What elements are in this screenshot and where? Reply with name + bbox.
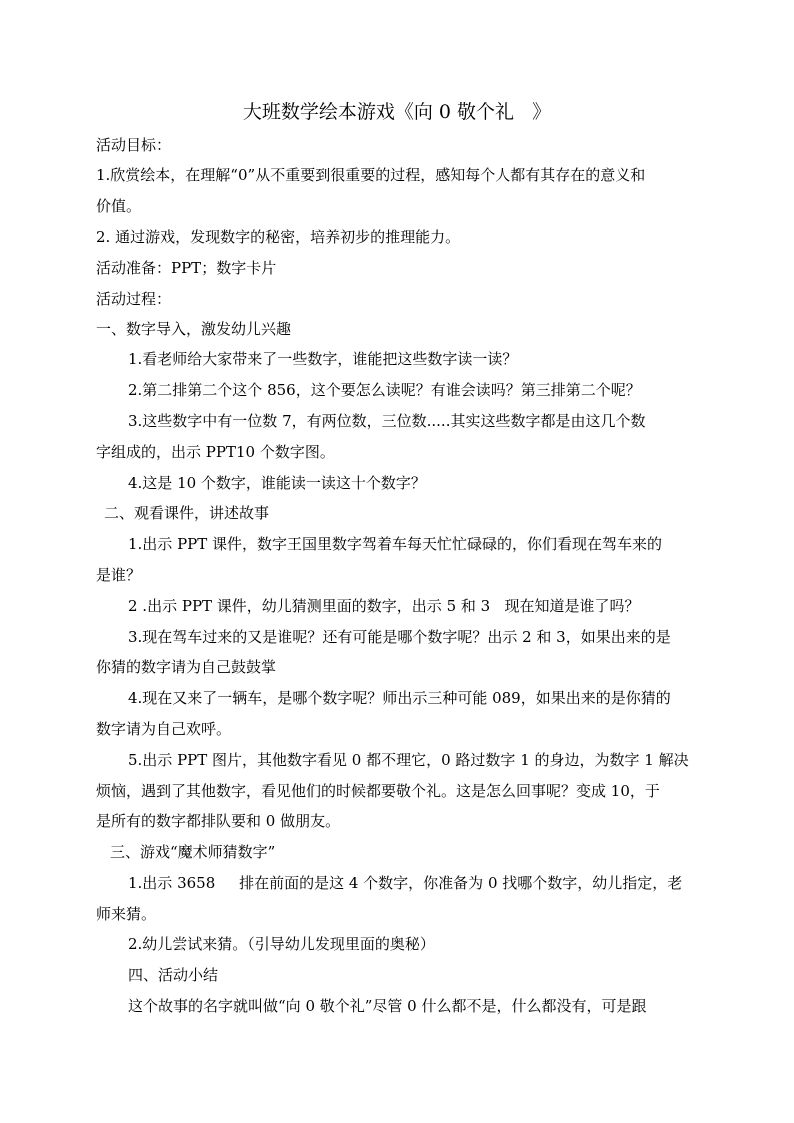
part-1-step-3-line-2: 字组成的，出示 PPT10 个数字图。 (96, 443, 335, 461)
part-1-step-4: 4.这是 10 个数字，谁能读一读这十个数字？ (128, 474, 426, 492)
part-3-step-1-line-2: 师来猜。 (96, 905, 157, 923)
part-2-step-4-line-1: 4.现在又来了一辆车，是哪个数字呢？师出示三种可能 089，如果出来的是你猜的 (128, 689, 671, 707)
part-3-step-1-line-1: 1.出示 3658 排在前面的是这 4 个数字，你准备为 0 找哪个数字，幼儿指定，老 (128, 874, 683, 892)
part-2-step-5-line-2: 烦恼，遇到了其他数字，看见他们的时候都要敬个礼。这是怎么回事呢？变成 10，于 (96, 782, 660, 800)
part-2-step-5-line-1: 5.出示 PPT 图片，其他数字看见 0 都不理它，0 路过数字 1 的身边，为数字 1 解决 (128, 751, 689, 769)
part-2-step-3-line-1: 3.现在驾车过来的又是谁呢？还有可能是哪个数字呢？出示 2 和 3，如果出来的是 (128, 628, 671, 646)
part-2-step-4-line-2: 数字请为自己欢呼。 (96, 720, 232, 738)
part-3-heading: 三、游戏“魔术师猜数字” (110, 843, 276, 861)
part-2-heading: 二、观看课件，讲述故事 (104, 504, 270, 522)
document-title: 大班数学绘本游戏《向 0 敬个礼 》 (242, 101, 552, 123)
summary-paragraph-line-1: 这个故事的名字就叫做“向 0 敬个礼”尽管 0 什么都不是，什么都没有，可是跟 (128, 997, 647, 1015)
part-2-step-1-line-2: 是谁？ (96, 566, 142, 584)
part-1-heading: 一、数字导入，激发幼儿兴趣 (96, 320, 292, 338)
part-4-heading: 四、活动小结 (128, 966, 219, 984)
part-2-step-1-line-1: 1.出示 PPT 课件，数字王国里数字驾着车每天忙忙碌碌的，你们看现在驾车来的 (128, 535, 663, 553)
part-1-step-3-line-1: 3.这些数字中有一位数 7，有两位数，三位数.....其实这些数字都是由这几个数 (128, 412, 646, 430)
part-2-step-5-line-3: 是所有的数字都排队要和 0 做朋友。 (96, 812, 341, 830)
part-1-step-2: 2.第二排第二个这个 856，这个要怎么读呢？有谁会读吗？第三排第二个呢？ (128, 381, 641, 399)
part-3-step-2: 2.幼儿尝试来猜。（引导幼儿发现里面的奥秘） (128, 935, 435, 953)
preparation: 活动准备：PPT；数字卡片 (96, 259, 277, 277)
part-1-step-1: 1.看老师给大家带来了一些数字，谁能把这些数字读一读？ (128, 350, 518, 368)
goal-1-line-2: 价值。 (96, 197, 142, 215)
goal-1-line-1: 1.欣赏绘本，在理解“0”从不重要到很重要的过程，感知每个人都有其存在的意义和 (96, 166, 646, 184)
goal-2: 2. 通过游戏，发现数字的秘密，培养初步的推理能力。 (96, 228, 461, 246)
part-2-step-2: 2 .出示 PPT 课件，幼儿猜测里面的数字，出示 5 和 3 现在知道是谁了吗？ (128, 597, 640, 615)
section-heading-process: 活动过程： (96, 290, 172, 308)
part-2-step-3-line-2: 你猜的数字请为自己鼓鼓掌 (96, 658, 277, 676)
section-heading-goals: 活动目标： (96, 136, 172, 154)
